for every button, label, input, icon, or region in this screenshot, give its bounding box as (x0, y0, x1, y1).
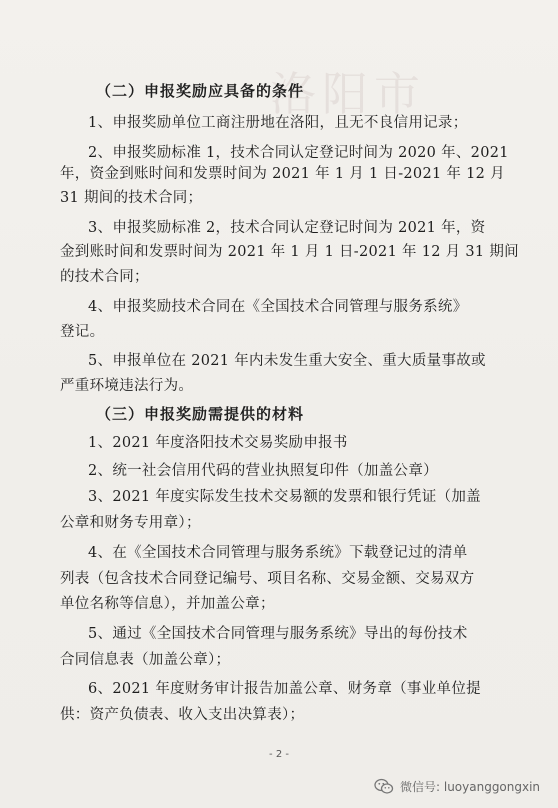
condition-line: 金到账时间和发票时间为 2021 年 1 月 1 日-2021 年 12 月 31 期间 (60, 244, 519, 260)
material-line: 3、2021 年度实际发生技术交易额的发票和银行凭证（加盖 (88, 489, 481, 505)
condition-line: 31 期间的技术合同； (60, 190, 203, 206)
material-line: 2、统一社会信用代码的营业执照复印件（加盖公章） (88, 463, 438, 479)
condition-line: 3、申报奖励标准 2，技术合同认定登记时间为 2021 年，资 (88, 220, 486, 236)
material-line: 合同信息表（加盖公章）； (60, 652, 231, 668)
page-number: - 2 - (269, 749, 289, 760)
condition-line: 5、申报单位在 2021 年内未发生重大安全、重大质量事故或 (88, 353, 486, 369)
condition-line: 严重环境违法行为。 (60, 378, 194, 394)
conditions-heading: （二）申报奖励应具备的条件 (96, 82, 305, 100)
material-line: 供：资产负债表、收入支出决算表）； (60, 707, 305, 723)
material-line: 5、通过《全国技术合同管理与服务系统》导出的每份技术 (88, 626, 468, 642)
condition-line: 1、申报奖励单位工商注册地在洛阳，且无不良信用记录； (88, 115, 468, 131)
condition-line: 的技术合同； (60, 269, 149, 285)
material-line: 4、在《全国技术合同管理与服务系统》下载登记过的清单 (88, 545, 468, 561)
material-line: 公章和财务专用章）； (60, 515, 201, 531)
condition-line: 4、申报奖励技术合同在《全国技术合同管理与服务系统》 (88, 299, 468, 315)
condition-line: 2、申报奖励标准 1，技术合同认定登记时间为 2020 年、2021 (88, 145, 509, 161)
material-line: 1、2021 年度洛阳技术交易奖励申报书 (88, 435, 348, 451)
wechat-id-text: 微信号: luoyanggongxin (400, 780, 541, 794)
materials-heading: （三）申报奖励需提供的材料 (96, 405, 305, 423)
material-line: 6、2021 年度财务审计报告加盖公章、财务章（事业单位提 (88, 681, 481, 697)
wechat-watermark (374, 778, 540, 795)
condition-line: 年，资金到账时间和发票时间为 2021 年 1 月 1 日-2021 年 12 月 (60, 166, 505, 182)
condition-line: 登记。 (60, 324, 105, 340)
wechat-icon (374, 778, 394, 795)
bleed-through-watermark: 洛阳市 (270, 67, 426, 121)
material-line: 列表（包含技术合同登记编号、项目名称、交易金额、交易双方 (60, 571, 475, 587)
material-line: 单位名称等信息），并加盖公章； (60, 596, 275, 612)
